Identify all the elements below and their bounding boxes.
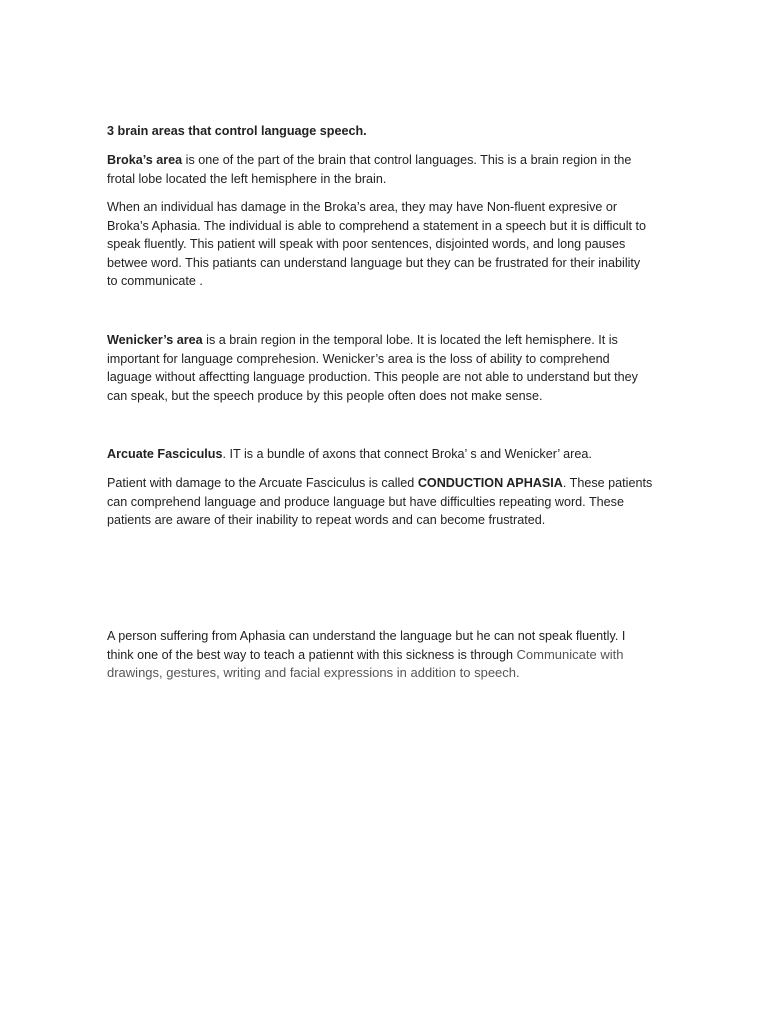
broka-line-2: frotal lobe located the left hemisphere in the brain. bbox=[107, 171, 387, 186]
paragraph-conduction-aphasia: Patient with damage to the Arcuate Fasciculus is called CONDUCTION APHASIA. These patients can comprehend language and produce language but have difficulties repeating word. These patients are aware of their inability to repeat words and can become frustrated. bbox=[107, 474, 647, 530]
text-line: can comprehend language and produce language but have difficulties repeating word. These bbox=[107, 494, 624, 509]
arcuate-term: Arcuate Fasciculus bbox=[107, 447, 223, 461]
text-line: patients are aware of their inability to repeat words and can become frustrated. bbox=[107, 513, 546, 528]
broka-line-1: Broka’s area is one of the part of the brain that control languages. This is a brain region in the bbox=[107, 153, 632, 167]
text-line: to communicate . bbox=[107, 274, 203, 289]
broka-term: Broka’s area bbox=[107, 153, 183, 167]
text-line: laguage without affectting language production. This people are not able to understand but they bbox=[107, 370, 638, 385]
wernicke-term: Wenicker’s area bbox=[107, 333, 203, 347]
text-line: When an individual has damage in the Broka’s area, they may have Non-fluent expresive or bbox=[107, 200, 618, 214]
paragraph-broka-area bbox=[107, 151, 647, 188]
text-line: can speak, but the speech produce by this people often does not make sense. bbox=[107, 388, 543, 403]
paragraph-broka-damage bbox=[107, 198, 647, 291]
paragraph-arcuate: Arcuate Fasciculus. IT is a bundle of axons that connect Broka’ s and Wenicker’ area. bbox=[107, 447, 592, 461]
paragraph-wernicke-area bbox=[107, 331, 647, 405]
text-line: speak fluently. This patient will speak with poor sentences, disjointed words, and long pauses bbox=[107, 237, 626, 252]
heading: 3 brain areas that control language speech. bbox=[107, 124, 367, 138]
text-line: important for language comprehesion. Wenicker’s area is the loss of ability to comprehend bbox=[107, 351, 610, 366]
wernicke-line-1: Wenicker’s area is a brain region in the temporal lobe. It is located the left hemisphere. It is bbox=[107, 333, 618, 347]
paragraph-conclusion: A person suffering from Aphasia can understand the language but he can not speak fluently. I think one of the best way to teach a patiennt with this sickness is through Communicate with drawings, gestures, writing and facial expressions in addition to speech. bbox=[107, 629, 626, 681]
text-line: betwee word. This patiants can understand language but they can be frustrated for their inability bbox=[107, 255, 641, 270]
conduction-aphasia-term: CONDUCTION APHASIA bbox=[417, 476, 563, 490]
text-line: Broka’s Aphasia. The individual is able to comprehend a statement in a speech but it is difficult to bbox=[107, 218, 647, 233]
